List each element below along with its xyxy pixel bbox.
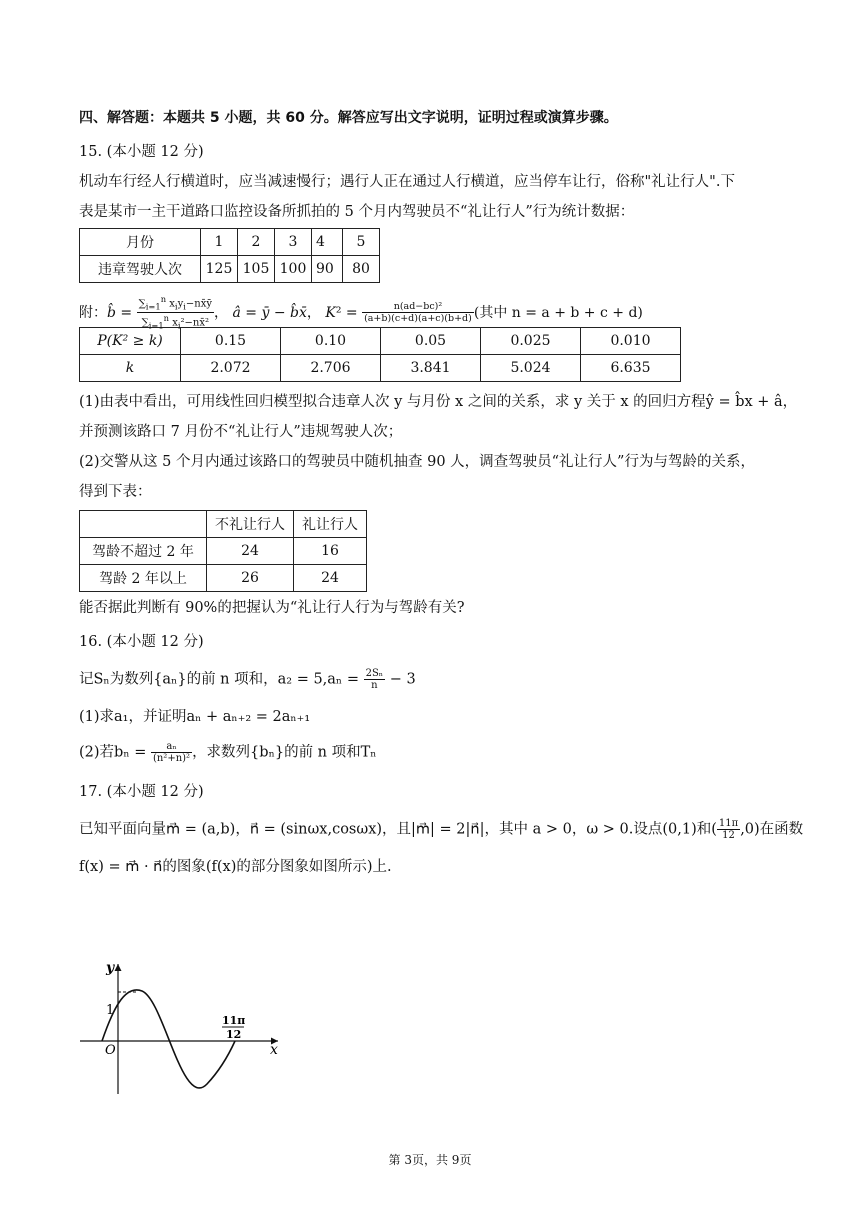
table1-month: 2 [238,229,275,256]
q16-part2-post: ，求数列{bₙ}的前 n 项和Tₙ [192,744,377,761]
q17-line1-post: ,0)在函数 [740,821,804,838]
tick-1-label: 1 [106,1003,115,1018]
table3-header: 不礼让行人 [207,511,294,538]
q15-number: 15. (本小题 12 分) [79,144,204,160]
page-footer: 第 3页，共 9页 [388,1153,472,1167]
q16-part2-frac-num: aₙ [151,741,192,753]
q16-number: 16. (本小题 12 分) [79,634,204,650]
q15-part1-line2: 并预测该路口 7 月份不“礼让行人”违规驾驶人次； [79,424,403,440]
table2-k: 3.841 [381,355,481,382]
tick-frac-num: 11π [222,1014,246,1027]
driver-age-table [79,510,367,592]
q16-line1-pre: 记Sₙ为数列{aₙ}的前 n 项和，a₂ = 5,aₙ = [79,671,359,688]
table3-cell: 26 [207,565,294,592]
appendix-label: 附： [79,304,107,321]
q15-intro-line2: 表是某市一主干道路口监控设备所抓拍的 5 个月内驾驶员不“礼让行人”行为统计数据： [79,204,635,220]
q17-line2: f(x) = m⃗ · n⃗的图象(f(x)的部分图象如图所示)上. [79,859,392,875]
appendix-formula: 附：b̂ = $\frac{\sum_{i=1}^n x_iy_i-nx̄ȳ}{\sum_{i=1}^n x_i^2-nx̄^2}$ ， â = ȳ − b̂x̄， K² = $\frac{\text{n(ad−bc)²}}{(a+b)(c+d)(a+c)(b+d)}$ (其中 n = a + b + c + d) [79,294,643,331]
q16-part1: (1)求a₁，并证明aₙ + aₙ₊₂ = 2aₙ₊₁ [79,709,311,725]
table1-count: 105 [238,256,275,283]
q16-frac-num: 2Sₙ [365,668,384,679]
table1-count: 80 [343,256,380,283]
table1-month: 4 [312,229,343,256]
table1-month: 1 [201,229,238,256]
q16-line1-post: − 3 [389,671,416,688]
table2-k: 2.706 [281,355,381,382]
q16-line1 [79,668,779,691]
x-axis-label: x [270,1042,278,1058]
q16-part2-frac-den: (n²+n)² [152,753,191,764]
table1-month: 5 [343,229,380,256]
table2-p: 0.15 [181,328,281,355]
table2-p: 0.10 [281,328,381,355]
q17-frac-num: 11π [718,818,739,829]
table2-p: 0.025 [481,328,581,355]
table2-header-p: P(K² ≥ k) [80,328,181,355]
table2-p: 0.010 [581,328,681,355]
table3-cell: 24 [207,538,294,565]
q15-part2-line2: 得到下表： [79,484,152,500]
table1-header-count: 违章驾驶人次 [80,256,201,283]
function-graph [72,950,292,1100]
table3-row-label: 驾龄不超过 2 年 [80,538,207,565]
table3-header: 礼让行人 [294,511,367,538]
table2-k: 2.072 [181,355,281,382]
table3-cell: 24 [294,565,367,592]
q15-question: 能否据此判断有 90%的把握认为“礼让行人行为与驾龄有关? [79,600,465,616]
origin-label: O [105,1043,116,1058]
q16-frac-den: n [371,680,378,691]
tick-frac-den: 12 [226,1028,242,1041]
table1-count: 100 [275,256,312,283]
table3-cell: 16 [294,538,367,565]
q17-line1-pre: 已知平面向量m⃗ = (a,b)，n⃗ = (sinωx,cosωx)，且|m⃗| = 2|n⃗|，其中 a > 0，ω > 0.设点(0,1)和( [79,821,717,838]
table2-k: 6.635 [581,355,681,382]
q16-part2 [79,741,779,764]
critical-value-table [79,327,681,382]
q17-line1 [79,818,804,841]
q15-part1-line1: (1)由表中看出，可用线性回归模型拟合违章人次 y 与月份 x 之间的关系，求 y 关于 x 的回归方程ŷ = b̂x + â， [79,394,798,410]
table2-header-k: k [80,355,181,382]
section-header: 四、解答题：本题共 5 小题，共 60 分。解答应写出文字说明，证明过程或演算步骤。 [79,110,618,126]
table1-month: 3 [275,229,312,256]
table1-header-month: 月份 [80,229,201,256]
violation-table [79,228,380,283]
page-content [79,108,804,877]
table3-row-label: 驾龄 2 年以上 [80,565,207,592]
q16-part2-pre: (2)若bₙ = [79,744,147,761]
table1-count: 90 [312,256,343,283]
q15-intro-line1: 机动车行经人行横道时，应当减速慢行；遇行人正在通过人行横道，应当停车让行，俗称"礼让行人".下 [79,174,735,190]
sine-curve [102,990,235,1088]
table2-p: 0.05 [381,328,481,355]
q17-frac-den: 12 [722,830,735,841]
q15-part2-line1: (2)交警从这 5 个月内通过该路口的驾驶员中随机抽查 90 人，调查驾驶员“礼让行人”行为与驾龄的关系， [79,454,755,470]
q17-number: 17. (本小题 12 分) [79,784,204,800]
table3-corner [80,511,207,538]
appendix-tail: (其中 n = a + b + c + d) [473,304,643,321]
y-axis-label: y [106,960,115,976]
table1-count: 125 [201,256,238,283]
table2-k: 5.024 [481,355,581,382]
